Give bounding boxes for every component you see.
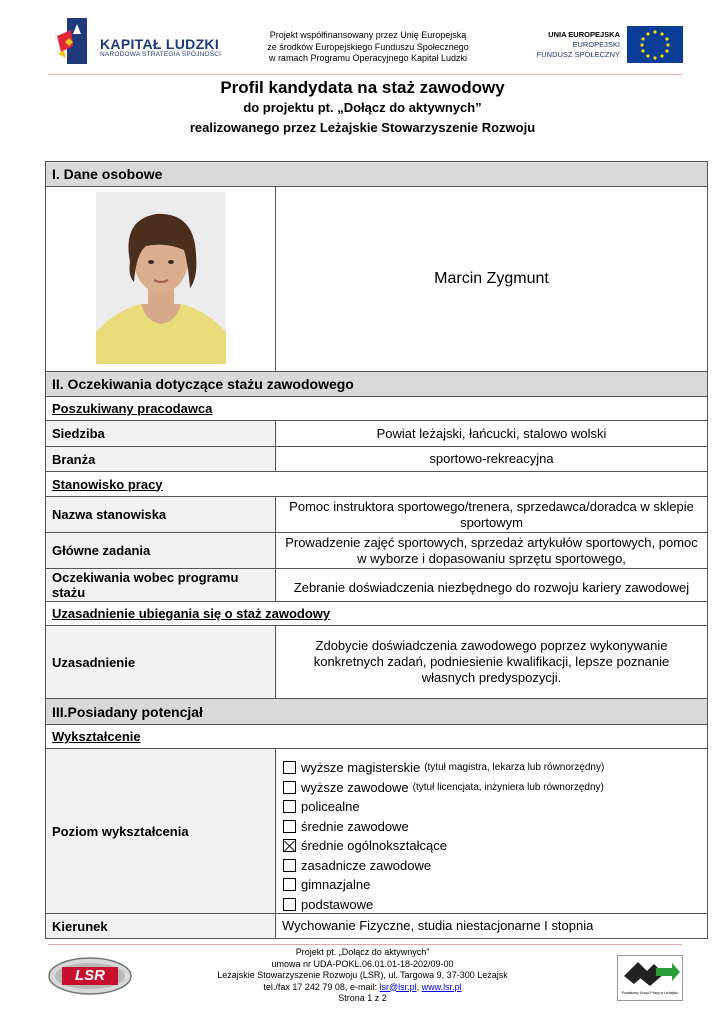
page-title: Profil kandydata na staż zawodowy: [220, 78, 505, 97]
eu-fund-label: UNIA EUROPEJSKA EUROPEJSKI FUNDUSZ SPOŁECZNY: [536, 30, 620, 59]
eu-flag-icon: [627, 26, 683, 63]
education-option-label: wyższe magisterskie: [301, 760, 421, 776]
tasks-label: Główne zadania: [46, 533, 276, 568]
education-subheading: Wykształcenie: [46, 725, 707, 749]
page-subtitle-project: do projektu pt. „Dołącz do aktywnych”: [243, 100, 482, 115]
footer-info: Projekt pt. „Dołącz do aktywnych” umowa nr UDA-POKL.06.01.01-18-202/09-00 Leżajskie Stowarzyszenie Rozwoju (LSR), ul. Targowa 9, 37-300 Leżajsk tel./fax 17 242 79 08, e-mail: lsr@lsr.pl, www.lsr.pl Strona 1 z 2: [180, 947, 545, 1005]
education-option[interactable]: [283, 856, 707, 876]
pup-logo: [617, 955, 683, 1001]
position-name-value: Pomoc instruktora sportowego/trenera, sprzedawca/doradca w sklepie sportowym: [289, 498, 694, 530]
industry-row: [46, 447, 707, 472]
education-option-label: wyższe zawodowe: [301, 779, 409, 795]
seat-value: Powiat leżajski, łańcucki, stalowo wolski: [376, 425, 607, 441]
education-option-label: zasadnicze zawodowe: [301, 857, 432, 873]
seat-label: Siedziba: [46, 421, 276, 446]
candidate-profile-table: [45, 161, 708, 939]
lsr-logo: [48, 956, 132, 996]
seat-row: [46, 421, 707, 447]
pup-logo-text: Powiatowy Urząd Pracy w Leżajsku: [621, 991, 679, 995]
checkbox-icon[interactable]: [283, 761, 296, 774]
education-option[interactable]: [283, 778, 707, 798]
page-subtitle-organizer: realizowanego przez Leżajskie Stowarzyszenie Rozwoju: [189, 120, 536, 135]
position-name-row: [46, 497, 707, 533]
education-option-label: gimnazjalne: [301, 877, 371, 893]
section-potential: III.Posiadany potencjał: [46, 699, 707, 725]
kl-emblem-icon: [55, 16, 95, 66]
expectations-label: Oczekiwania wobec programu stażu: [46, 569, 276, 601]
position-subheading: Stanowisko pracy: [46, 472, 707, 497]
header-divider: [48, 74, 682, 75]
pup-emblem-icon: [618, 956, 682, 986]
section-personal-data: I. Dane osobowe: [46, 162, 707, 187]
industry-value: sportowo-rekreacyjna: [429, 451, 554, 466]
education-option-note: (tytuł magistra, lekarza lub równorzędny): [424, 762, 605, 774]
expectations-row: [46, 569, 707, 602]
section-expectations: II. Oczekiwania dotyczące stażu zawodowego: [46, 372, 707, 397]
education-option-label: średnie zawodowe: [301, 818, 409, 834]
page-number: Strona 1 z 2: [338, 993, 387, 1003]
checkbox-icon[interactable]: [283, 859, 296, 872]
direction-value: Wychowanie Fizyczne, studia niestacjonarne I stopnia: [282, 918, 594, 933]
education-option-label: policealne: [301, 799, 360, 815]
checkbox-icon[interactable]: [283, 898, 296, 911]
footer-website-link[interactable]: www.lsr.pl: [421, 981, 462, 992]
education-option[interactable]: [283, 875, 707, 895]
checkbox-icon[interactable]: [283, 800, 296, 813]
education-option-label: średnie ogólnokształcące: [301, 838, 447, 854]
kl-logo-subtitle: NARODOWA STRATEGIA SPÓJNOŚCI: [100, 51, 222, 58]
tasks-value: Prowadzenie zajęć sportowych, sprzedaż artykułów sportowych, pomoc w wyborze i dopasowaniu sprzętu sportowego,: [285, 534, 698, 566]
justification-label: Uzasadnienie: [46, 626, 276, 698]
checkbox-icon[interactable]: [283, 820, 296, 833]
tasks-row: [46, 533, 707, 569]
personal-data-row: [46, 187, 707, 372]
education-option[interactable]: [283, 797, 707, 817]
industry-label: Branża: [46, 447, 276, 471]
checkbox-icon[interactable]: [283, 878, 296, 891]
lsr-logo-text: LSR: [75, 967, 105, 984]
photo-cell: [46, 187, 276, 371]
checkbox-checked-icon[interactable]: [283, 839, 296, 852]
education-option[interactable]: [283, 817, 707, 837]
education-level-options: [276, 749, 707, 913]
education-option[interactable]: [283, 758, 707, 778]
education-level-label: Poziom wykształcenia: [46, 749, 276, 913]
direction-row: [46, 914, 707, 938]
employer-subheading: Poszukiwany pracodawca: [46, 397, 707, 421]
checkbox-icon[interactable]: [283, 781, 296, 794]
candidate-photo: [96, 192, 226, 364]
justification-subheading: Uzasadnienie ubiegania się o staż zawodowy: [46, 602, 707, 626]
justification-value: Zdobycie doświadczenia zawodowego poprzez wykonywanie konkretnych zadań, podniesienie kwalifikacji, lepsze poznanie własnych predyspozycji.: [313, 638, 670, 685]
justification-row: [46, 626, 707, 699]
direction-label: Kierunek: [46, 914, 276, 938]
education-option[interactable]: [283, 895, 707, 915]
expectations-value: Zebranie doświadczenia niezbędnego do rozwoju kariery zawodowej: [293, 579, 690, 595]
education-option-note: (tytuł licencjata, inżyniera lub równorzędny): [412, 781, 604, 793]
footer-divider: [48, 944, 682, 945]
education-option[interactable]: [283, 836, 707, 856]
education-level-row: [46, 749, 707, 914]
candidate-name: Marcin Zygmunt: [434, 270, 549, 287]
position-name-label: Nazwa stanowiska: [46, 497, 276, 532]
project-funding-note: Projekt współfinansowany przez Unię Europejską ze środków Europejskiego Funduszu Społecznego w ramach Programu Operacyjnego Kapitał Ludzki: [267, 30, 469, 63]
education-option-label: podstawowe: [301, 896, 374, 912]
footer-email-link[interactable]: lsr@lsr.pl: [379, 981, 417, 992]
kl-logo-name: KAPITAŁ LUDZKI: [100, 36, 220, 52]
